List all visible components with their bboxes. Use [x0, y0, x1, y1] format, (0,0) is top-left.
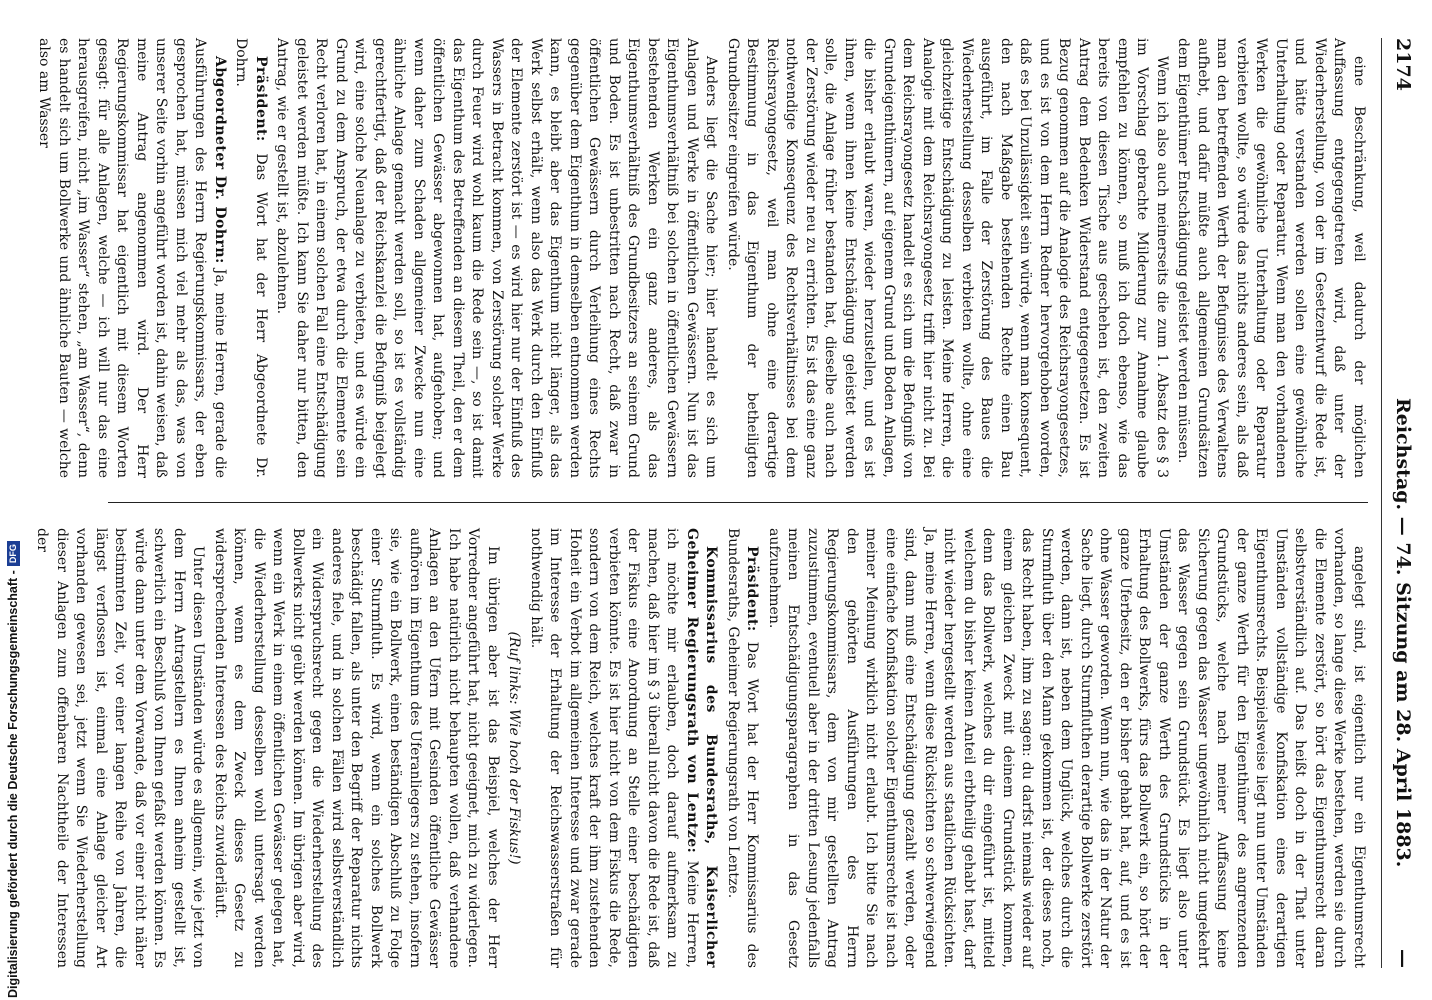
paragraph: Anders liegt die Sache hier; hier handelt es sich um Anlagen und Werke in öffentlichen Gewässern. Nun ist das Eigenthumsverhältniß bei solchen in öffentlichen Gewässern bestehenden Werken ein ganz anderes, als das Eigenthumsverhältniß des Grundbesitzers an seinem Grund und Boden. Es ist unbestritten nach Recht, daß zwar in öffentlichen Gewässern durch Verleihung eines Rechts gegenüber dem Eigenthum in demselben entnommen werden kann, es bleibt aber das Eigenthum nicht länger, als das Werk selbst erhält, wenn also das Werk durch den Einfluß der Elemente zerstört ist — es wird hier nur der Einfluß des Wassers in Betracht kommen, von Zerstörung solcher Werke durch Feuer wird wohl kaum die Rede sein —, so ist damit das Eigenthum des Betreffenden an diesem Theil, den er dem öffentlichen Gewässer abgewonnen hat, aufgehoben; und wenn daher zum Schaden allgemeiner Zwecke nun eine ähnliche Anlage gemacht werden soll, so ist es vollständig gerechtfertigt, daß der Reichskanzlei die Befugniß beigelegt wird, eine solche Neuanlage zu verbieten, und es würde ein Grund zu dem Anspruch, der etwa durch die Elemente sein Recht verloren hat, in einem solchen Fall eine Entschädigung geleistet werden müßte. Ich kann Sie daher nur bitten, den Antrag, wie er gestellt ist, abzulehnen. — [274, 38, 720, 478]
speaker-name: Kommissarius des Bundesraths, Kaiserlicher Geheimer Regierungsrath von Lentze: — [684, 528, 720, 968]
digitization-note — [6, 544, 22, 998]
speaker-paragraph — [723, 528, 762, 968]
page-header — [1380, 38, 1420, 968]
speaker-text: Das Wort hat der Herr Kommissarius des Bundesraths, Geheimer Regierungsrath von Lentze. — [725, 528, 761, 968]
speaker-name: Abgeordneter Dr. Dohrn: — [212, 56, 228, 264]
paragraph: Wenn ich also auch meinerseits die zum 1. Absatz des § 3 im Vorschlag gebrachte Milderung zur Annahme glaube empfehlen zu können, so muß ich doch ebenso, wie das bereits von diesen Tische aus geschehen ist, den zweiten Antrag dem Bedenken Widerstand entgegensetzen. Es ist Bezug genommen auf die Analogie des Reichsrayongesetzes, und es ist von dem Herrn Redner hervorgehoben worden, daß es bei Unzulässigkeit sein würde, wenn man konsequent, den nach Maßgabe bestehenden Rechte einen Bau ausgeführt, im Falle der Zerstörung des Baues die Wiederherstellung desselben verbieten wollte, ohne eine gleichzeitige Entschädigung zu leisten. Meine Herren, die Analogie mit dem Reichsrayongesetz trifft hier nicht zu. Bei dem Reichsrayongesetz handelt es sich um die Befugniß von Grundeigenthümern, auf eigenem Grund und Boden Anlagen, die bisher erlaubt waren, wieder herzustellen, und es ist ihnen, wenn ihnen keine Entschädigung geleistet werden solle, die Anlage früher bestanden hat, dieselbe auch nach der Zerstörung wieder neu zu errichten. Es ist das eine ganz nothwendige Konsequenz des Rechtsverhältnisses bei dem Reichsrayongesetz, weil man ohne eine derartige Bestimmung in das Eigenthum der betheiligten Grundbesitzer eingreifen würde. — [725, 38, 1170, 478]
page-number: 2174 — [1392, 38, 1414, 91]
speaker-name: Präsident: — [744, 546, 761, 632]
interjection: (Ruf links: Wie hoch der Fiskus!) — [506, 631, 523, 865]
scanned-page — [34, 38, 1420, 968]
left-column — [36, 38, 1368, 478]
header-dash: — — [1392, 949, 1414, 968]
header-rule — [1381, 38, 1382, 968]
speaker-text: Meine Herren, ich möchte mir erlauben, doch darauf aufmerksam zu machen, daß hier im § 3 überall nicht davon die Rede ist, daß der Fiskus eine Anordnung an Stelle einer beschädigten verbieten könnte. Es ist hier nicht von dem Fiskus die Rede, sondern von dem Reich, welches kraft der ihm zustehenden Hoheit ein Verbot im allgemeinen Interesse und zwar gerade im Interesse der Erhaltung der Reichswasserstraßen für nothwendig hält. — [528, 528, 700, 968]
speaker-name: Präsident: — [253, 56, 269, 142]
page-title: Reichstag. — 74. Sitzung am 28. April 1883. — [1392, 398, 1414, 868]
paragraph: angelegt sind, ist eigentlich nur ein Eigenthumsrecht vorhanden, so lange diese Werke bestehen, werden sie durch die Elemente zerstört, so hört das Eigenthumsrecht daran selbstverständlich auf. Das heißt doch in der That unter Umständen vollständige Konfiskation eines derartigen Eigenthumsrechts. Beispielsweise liegt nun unter Umständen der ganze Werth für den Eigenthümer des angrenzenden Grundstücks, welche nach meiner Auffassung keine Sicherung gegen das Wasser ungewöhnlich nicht umgekehrt das Wasser gegen sein Grundstück. Es liegt also unter Umständen der ganze Werth des Grundstücks in der Erhaltung des Bollwerks, fürs das Bollwerk ein, so hört der ganze Uferbesitz, den er bisher gehabt hat, auf, und es ist ohne Wasser geworden. Wenn nun, wie das in der Natur der Sache liegt, durch Sturmfluthen derartige Bollwerke zerstört werden, dann ist, neben dem Unglück, welches durch die Sturmfluth über den Mann gekommen ist, der dieses noch, das Recht haben, ihm zu sagen: du darfst niemals wieder auf einem gleichen Zweck mit deinem Grundstück kommen, denn das Bollwerk, welches du dir eingeführt ist, mitteld welchem du bisher keinen Anteil erbtheilig gehabt hast, darf nicht wieder hergestellt werden aus staatlichen Rücksichten. Ja, meine Herren, wenn diese Rücksichten so schwerwiegend sind, dann muß eine Entschädigung gezahlt werden, oder eine einfache Konfiskation solcher Eigenthumsrechte ist nach meiner Meinung wirklich nicht erlaubt. Ich bitte Sie nach den gehörten Ausführungen des Herrn Regierungskommissars, dem von mir gestellten Antrag zuzustimmen, eventuell aber in der dritten Lesung jedenfalls meinen Entschädigungsparagraphen in das Gesetz aufzunehmen. — [766, 528, 1367, 968]
speaker-paragraph — [231, 38, 270, 478]
paragraph: Im übrigen aber ist das Beispiel, welches der Herr Vorredner angeführt hat, nicht geeignet, mich zu widerlegen. Ich habe natürlich nicht behaupten wollen, daß verhandene Anlagen an den Ufern mit Gesinden öffentliche Gewässer aufhören im Eigenthum des Uferanliegers zu stehen, insofern sie, wie ein Bollwerk, einen beständigen Abschluß zu Folge einer Sturmfluth. Es wird, wenn ein solches Bollwerk beschädigt fallen, als unter den Begriff der Reparatur nichts anderes fiele, und in solchen Fällen wird selbstverständlich ein Widerspruchsrecht gegen die Wiederherstellung des Bollwerks nicht geübt werden können. Im übrigen aber wird, wenn ein Werk in einem öffentlichen Gewässer gelegen hat, die Wiederherstellung desselben wohl untersagt werden können, wenn es dem Zweck dieses Gesetz zu widersprechenden Interessen des Reichs zuwiderläuft. — [212, 528, 501, 968]
dfg-logo: DFG — [7, 541, 20, 566]
right-column — [34, 528, 1368, 968]
paragraph: Unter diesen Umständen würde es allgemein, wie jetzt von dem Herrn Antragstellern es Ihnen anheim gestellt ist, schwerlich ein Beschluß von Ihnen gefaßt werden können. Es würde dann unter dem Vorwande, daß vor einer nicht näher bestimmten Zeit, vor einer langen Reihe von Jahren, die längst verflossen ist, einmal eine Anlage gleicher Art vorhanden gewesen sei, jetzt wenn Sie Wiederherstellung dieser Anlagen zum offenbaren Nachtheile der Interessen der — [34, 528, 207, 968]
speaker-text: Das Wort hat der Herr Abgeordnete Dr. Dohrn. — [233, 38, 269, 478]
paragraph: eine Beschränkung, weil dadurch der möglichen Auffassung entgegengetreten wird, daß unter der Wiederherstellung, von der im Gesetzentwurf die Rede ist, und hätte verstanden werden sollen eine gewöhnliche Unterhaltung oder Reparatur. Wenn man den vorhandenen Werken die gewöhnliche Unterhaltung oder Reparatur verbieten wollte, so würde das nichts anderes sein, als daß man den betreffenden Werth der Befugnisse des Verwaltens aufhebt, und dafür müßte auch allgemeinen Grundsätzen dem Eigenthümer Entschädigung geleistet werden müssen. — [1175, 38, 1367, 478]
speaker-paragraph — [526, 528, 721, 968]
column-divider — [108, 502, 1368, 503]
speaker-paragraph — [34, 38, 229, 478]
digitization-text: Digitalisierung gefördert durch die Deutsche Forschungsgemeinschaft - — [6, 570, 20, 998]
speaker-text: Ja, meine Herren, gerade die Ausführungen des Herrn Regierungskommissars, der eben gesprochen hat, müssen mich viel mehr als das, was von unserer Seite vorhin angeführt worden ist, dahin weisen, daß meine Antrag angenommen wird. Der Herr Regierungskommissar hat eigentlich mit diesem Worten gesagt: für alle Anlagen, welche — ich will nur das eine herausgreifen, nicht „im Wasser“ stehen, „am Wasser“, denn es handelt sich um Bollwerke und ähnliche Bauten — welche also am Wasser — [36, 38, 228, 478]
